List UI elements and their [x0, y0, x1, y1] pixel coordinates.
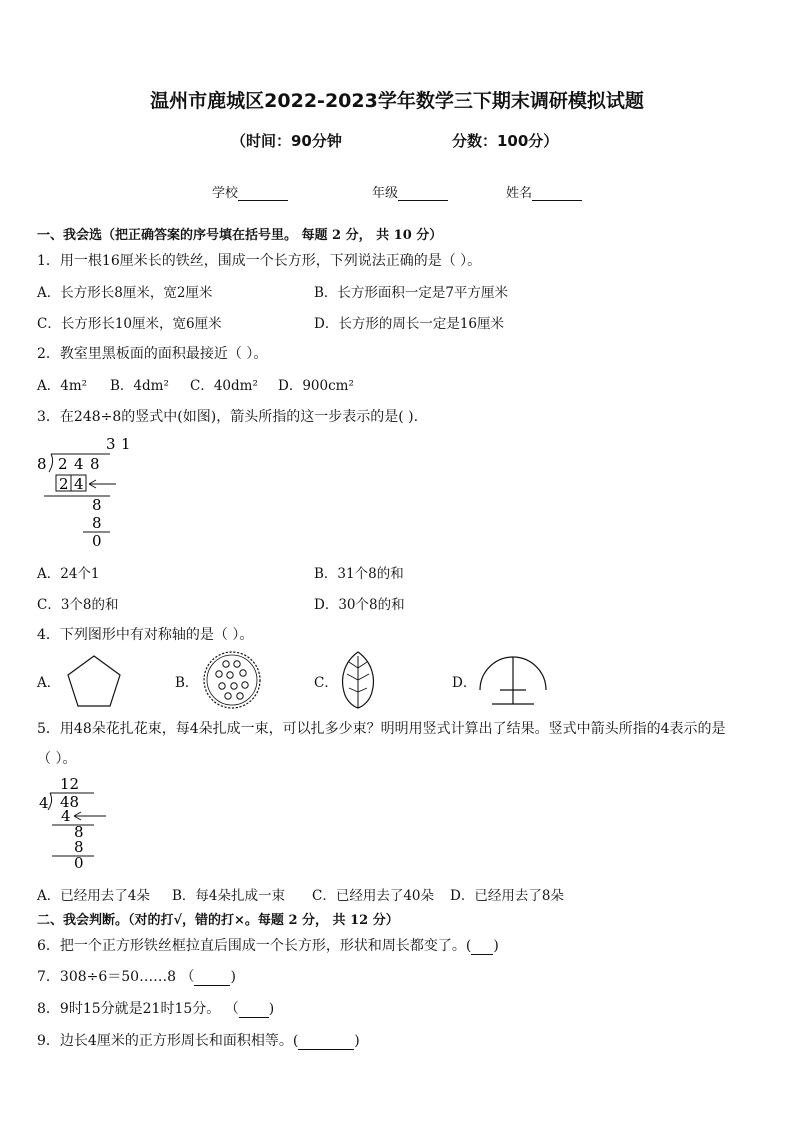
q4-option-c[interactable]: C． [314, 675, 338, 691]
q3-boxed-digit-1: 2 [59, 475, 69, 493]
section1-heading: 一、我会选（把正确答案的序号填在括号里。 每题 2 分， 共 10 分） [37, 228, 443, 243]
q3-dividend-digit-2: 4 [74, 455, 84, 473]
q3-option-d[interactable]: D．30个8的和 [314, 597, 405, 613]
q2-option-b[interactable]: B．4dm² [110, 378, 169, 394]
question-9-text: 9．边长4厘米的正方形周长和面积相等。( [37, 1033, 299, 1049]
q3-option-b[interactable]: B．31个8的和 [314, 566, 404, 582]
q9-answer-blank[interactable] [298, 1036, 354, 1050]
q3-division-diagram [30, 432, 140, 552]
q3-row-1: 8 [92, 496, 102, 514]
score-label: 分数：100分） [452, 132, 559, 150]
question-6 [37, 935, 499, 955]
page-title: 温州市鹿城区2022-2023学年数学三下期末调研模拟试题 [150, 90, 644, 112]
q5-option-b[interactable]: B．每4朵扎成一束 [172, 888, 286, 904]
q1-option-b[interactable]: B．长方形面积一定是7平方厘米 [314, 285, 509, 301]
q5-rem2: 0 [74, 854, 84, 872]
section2-heading: 二、我会判断。（对的打√，错的打×。每题 2 分， 共 12 分） [37, 913, 399, 928]
question-3: 3．在248÷8的竖式中(如图)，箭头所指的这一步表示的是( ). [37, 409, 419, 425]
q8-answer-blank[interactable] [239, 1004, 269, 1018]
question-2: 2．教室里黑板面的面积最接近（ ）。 [37, 346, 268, 362]
q5-quotient: 12 [60, 775, 80, 793]
q3-divisor: 8 [37, 455, 47, 473]
q5-option-c[interactable]: C．已经用去了40朵 [312, 888, 435, 904]
name-label: 姓名 [506, 186, 533, 201]
q3-dividend-digit-3: 8 [90, 455, 100, 473]
q5-divisor: 4 [39, 794, 49, 812]
question-8-text: 8．9时15分就是21时15分。 （ [37, 1001, 239, 1017]
q3-quotient-digit-2: 1 [121, 435, 131, 453]
dotted-circle-figure [200, 648, 264, 712]
q5-option-d[interactable]: D．已经用去了8朵 [450, 888, 564, 904]
q8-close: ) [268, 1001, 275, 1017]
question-7-text: 7．308÷6＝50……8 （ [37, 969, 195, 985]
q3-row-2: 8 [92, 514, 102, 532]
question-5: 5．用48朵花扎花束，每4朵扎成一束，可以扎多少束？明明用竖式计算出了结果。竖式中箭头所指的4表示的是 [37, 721, 726, 737]
q5-dividend: 48 [60, 793, 80, 811]
q3-row-3: 0 [92, 532, 102, 550]
name-field[interactable] [506, 182, 582, 201]
q6-answer-blank[interactable] [471, 941, 493, 955]
question-4: 4．下列图形中有对称轴的是（ ）。 [37, 627, 254, 643]
time-label: （时间：90分钟 [231, 132, 342, 150]
q9-close: ) [354, 1033, 360, 1049]
q5-sub1: 4 [61, 807, 71, 825]
q5-rem1: 8 [74, 823, 84, 841]
question-5-bracket: （ ）。 [37, 751, 77, 767]
leaf-figure [336, 648, 380, 712]
grade-blank[interactable] [398, 187, 448, 201]
q2-option-c[interactable]: C．40dm² [190, 378, 258, 394]
q2-option-a[interactable]: A．4m² [37, 378, 88, 394]
question-8 [37, 998, 274, 1018]
arch-figure [472, 650, 552, 710]
grade-field[interactable] [372, 182, 448, 201]
grade-label: 年级 [372, 186, 399, 201]
question-7 [37, 966, 236, 986]
q6-close: ) [493, 938, 499, 954]
school-blank[interactable] [238, 187, 288, 201]
q3-quotient-digit-1: 3 [106, 435, 116, 453]
q1-option-a[interactable]: A．长方形长8厘米，宽2厘米 [37, 285, 213, 301]
school-field[interactable] [212, 182, 288, 201]
q7-close: ) [230, 969, 236, 985]
q4-option-b[interactable]: B． [175, 675, 199, 691]
q1-option-c[interactable]: C．长方形长10厘米，宽6厘米 [37, 316, 222, 332]
q3-option-c[interactable]: C．3个8的和 [37, 597, 119, 613]
q4-option-a[interactable]: A． [37, 675, 61, 691]
question-9 [37, 1030, 360, 1050]
q3-boxed-digit-2: 4 [74, 475, 84, 493]
q7-answer-blank[interactable] [194, 972, 230, 986]
q3-dividend-digit-1: 2 [58, 455, 68, 473]
q2-option-d[interactable]: D．900cm² [278, 378, 354, 394]
q4-option-d[interactable]: D． [452, 675, 477, 691]
question-6-text: 6．把一个正方形铁丝框拉直后围成一个长方形，形状和周长都变了。( [37, 938, 472, 954]
pentagon-figure [62, 650, 126, 710]
q5-sub2: 8 [74, 838, 84, 856]
q1-option-d[interactable]: D．长方形的周长一定是16厘米 [314, 316, 505, 332]
q5-option-a[interactable]: A．已经用去了4朵 [37, 888, 150, 904]
q3-option-a[interactable]: A．24个1 [37, 566, 100, 582]
q5-division-diagram [34, 774, 124, 872]
name-blank[interactable] [532, 187, 582, 201]
school-label: 学校 [212, 186, 239, 201]
question-1: 1．用一根16厘米长的铁丝，围成一个长方形，下列说法正确的是（ ）。 [37, 253, 482, 269]
